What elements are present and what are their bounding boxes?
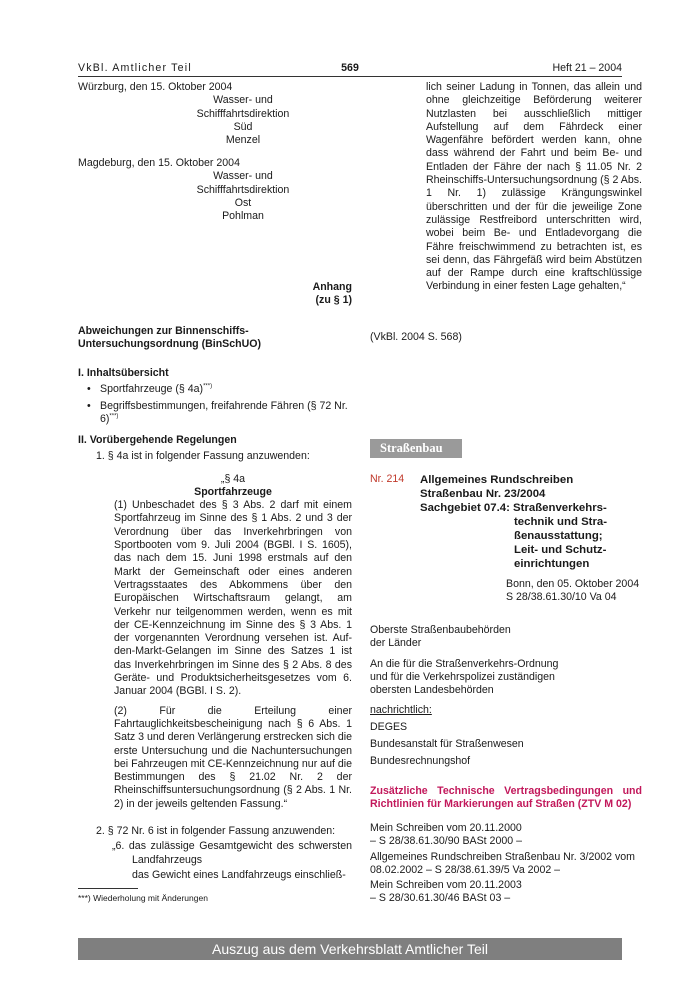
title-line: Straßenbau Nr. 23/2004: [420, 488, 546, 500]
footnote: ***) Wiederholung mit Änderungen: [78, 893, 208, 903]
issue-date: Bonn, den 05. Oktober 2004: [506, 578, 640, 590]
recipient-line: An die für die Straßenverkehrs-Ordnung: [370, 657, 559, 670]
footnote-marker: ***): [203, 383, 213, 390]
recipient-block: [370, 624, 642, 769]
cc-recipient: DEGES: [370, 720, 408, 733]
reference-line: Mein Schreiben vom 20.11.2003: [370, 879, 522, 892]
reference-line: – S 28/38.61.30/90 BASt 2000 –: [370, 835, 522, 848]
annex-label: [78, 281, 352, 308]
annex-title: Anhang: [312, 281, 352, 293]
journal-name: VkBl. Amtlicher Teil: [78, 62, 192, 74]
signature-org-region: Süd: [233, 120, 253, 133]
footer-banner: Auszug aus dem Verkehrsblatt Amtlicher Teil: [78, 938, 622, 960]
signature-org-region: Ost: [234, 196, 252, 209]
section-band: Straßenbau: [370, 439, 462, 458]
signature-org: Wasser- und Schifffahrtsdirektion: [196, 170, 290, 196]
section-2: [78, 434, 352, 882]
reference-line: – S 28/30.61.30/46 BASt 03 –: [370, 892, 511, 905]
recipient-line: der Länder: [370, 637, 422, 650]
reference-list: [370, 822, 642, 906]
date-reference: [370, 578, 642, 605]
cc-recipient: Bundesanstalt für Straßenwesen: [370, 738, 524, 751]
signature-place-date: Würzburg, den 15. Oktober 2004: [78, 81, 233, 93]
reference-line: 08.02.2002 – S 28/38.61.39/5 Va 2002 –: [370, 863, 561, 876]
subject-line: Zusätzliche Technische Vertragsbedingungen und Richtlinien für Markierungen auf Straßen (ZTV M 02): [370, 785, 642, 811]
footnote-divider: [78, 888, 138, 889]
subitem-text: „6. das zulässige Gesamtgewicht des schwersten Landfahrzeugs: [112, 840, 352, 866]
reference-line: Allgemeines Rundschreiben Straßenbau Nr. 3/2002 vom: [370, 850, 635, 863]
list-item: [78, 400, 352, 427]
footnote-marker: ***): [109, 413, 119, 420]
recipient-line: Oberste Straßenbaubehörden: [370, 624, 511, 636]
continued-text: lich seiner Ladung in Tonnen, das allein und ohne gleichzeitige Beförderung weiterer Nutzlasten bei ausschließlich mittiger Aufstellung auf dem Fährdeck einer Wagenfähre befördert werden kann, ohne dass während der Fahrt und beim Be- und Entladen der Fähre der nach § 11.05 Nr. 2 Rheinschiffs-Untersuchungsordnung (§ 2 Abs. 1 Nr. 1) zulässige Krängungswinkel überschritten und der für die jeweilige Zone zulässige Restfreibord unterschritten wird, wobei beim Be- und Entladevorgang die Fähre freischwimmend zu betrachten ist, es sei denn, das Fährgefäß wird beim Abstützen auf der Rampe durch eine kraftschlüssige Verbindung in einer festen Lage gehalten,“: [426, 81, 642, 293]
reference-line: Mein Schreiben vom 20.11.2000: [370, 822, 522, 834]
issue-number: Heft 21 – 2004: [552, 62, 622, 74]
source-reference: (VkBl. 2004 S. 568): [370, 331, 462, 343]
signature-block-2: [78, 157, 352, 223]
list-item-text: Begriffsbestimmungen, freifahrende Fähren (§ 72 Nr. 6): [100, 399, 348, 425]
list-item: 2. § 72 Nr. 6 ist in folgender Fassung anzuwenden:: [96, 825, 336, 838]
title-line: einrichtungen: [514, 558, 590, 570]
section-1: [78, 367, 352, 426]
circular-title: [420, 473, 642, 571]
list-item-text: Sportfahrzeuge (§ 4a): [100, 383, 204, 396]
paragraph-abs-2: (2) Für die Erteilung einer Fahrtauglichkeitsbescheinigung nach § 6 Abs. 1 Satz 3 und deren Verlängerung erstrecken sich die erste Untersuchung und die Nachuntersuchungen bei Fahrzeugen mit CE-Kennzeichnung nur auf die Bestimmungen des § 21.02 Nr. 2 der Rheinschiffsuntersuchungsordnung (§ 2 Abs. 1 Nr. 2) in der jeweils geltenden Fassung.“: [114, 704, 352, 810]
subitem-continuation: das Gewicht eines Landfahrzeugs einschließ-: [132, 868, 346, 881]
cc-label: nachrichtlich:: [370, 704, 432, 717]
signature-block-1: [78, 81, 352, 147]
document-title: Abweichungen zur Binnenschiffs-Untersuchungsordnung (BinSchUO): [78, 325, 262, 351]
title-line: Allgemeines Rundschreiben: [420, 474, 574, 486]
paragraph-4a: [78, 473, 352, 811]
section-heading: II. Vorübergehende Regelungen: [78, 434, 237, 446]
paragraph-title: Sportfahrzeuge: [194, 485, 272, 498]
title-line: ßenausstattung;: [514, 530, 603, 542]
section-heading: I. Inhaltsübersicht: [78, 367, 169, 379]
cc-recipient: Bundesrechnungshof: [370, 755, 471, 768]
signature-name: Menzel: [225, 134, 261, 147]
paragraph-abs-1: (1) Unbeschadet des § 3 Abs. 2 darf mit einem Sportfahrzeug im Sinne des § 1 Abs. 2 und 3 der Verordnung über das Inverkehrbringen von Sportbooten vom 9. Juli 2004 (BGBl. I S. 1605), das nach dem 15. Juni 1998 erstmals auf den Markt der Gemeinschaft oder eines anderen Vertragsstaates des Abkommens über den Europäischen Wirtschaftsraum gelangt, am Verkehr nur teilgenommen werden, wenn es mit der CE-Kennzeichnung im Sinne des § 3 Abs. 1 der vorgenannten Verordnung versehen ist. Auf-den-Markt-Gelangen im Sinne des Satzes 1 ist das Inverkehrbringen im Sinne des § 2 Abs. 8 des Geräte- und Produktsicherheitsgesetzes vom 6. Januar 2004 (BGBl. I S. 2).: [114, 499, 352, 698]
signature-name: Pohlman: [222, 210, 264, 223]
page-number: 569: [341, 62, 359, 74]
signature-org: Wasser- und Schifffahrtsdirektion: [196, 94, 290, 120]
list-subitem: [78, 840, 352, 882]
recipient-line: obersten Landesbehörden: [370, 684, 494, 697]
title-line: Leit- und Schutz-: [514, 544, 607, 556]
page-header: [78, 62, 622, 77]
title-line: technik und Stra-: [514, 516, 608, 528]
signature-place-date: Magdeburg, den 15. Oktober 2004: [78, 157, 240, 169]
list-item: 1. § 4a ist in folgender Fassung anzuwenden:: [96, 450, 310, 463]
file-reference: S 28/38.61.30/10 Va 04: [506, 591, 617, 604]
title-line: Sachgebiet 07.4: Straßenverkehrs-: [420, 502, 607, 514]
circular-number: Nr. 214: [370, 473, 405, 485]
annex-subtitle: (zu § 1): [315, 294, 352, 307]
list-item: [78, 383, 352, 396]
paragraph-number: „§ 4a: [220, 472, 246, 485]
recipient-line: und für die Verkehrspolizei zuständigen: [370, 670, 555, 683]
